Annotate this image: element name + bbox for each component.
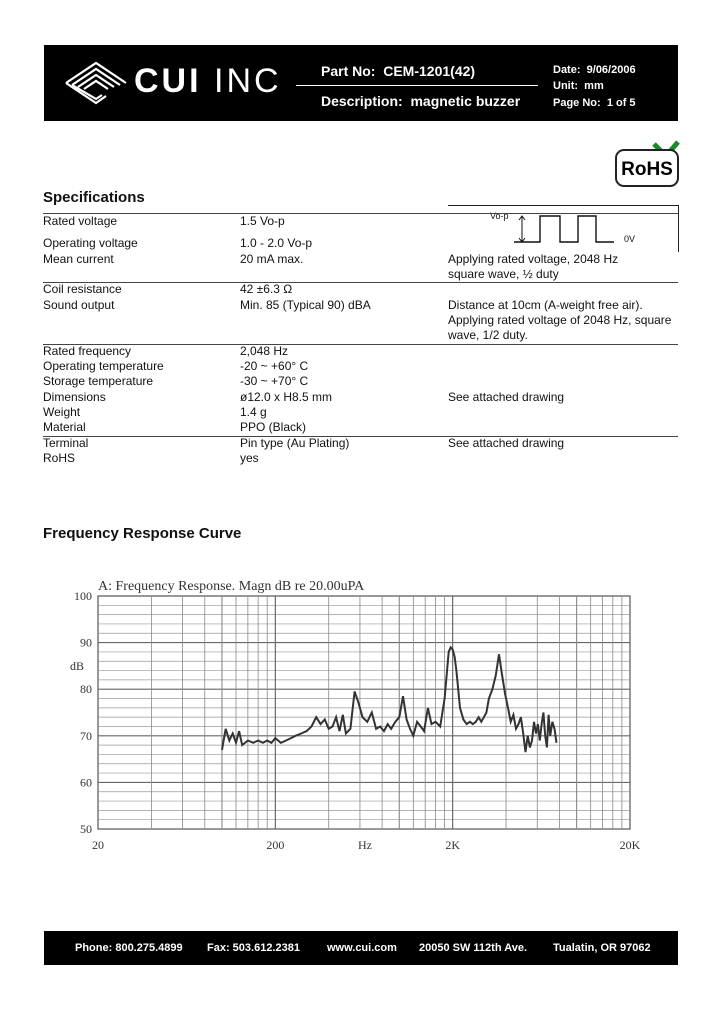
spec-label: Operating temperature: [43, 359, 164, 373]
spec-value: -30 ~ +70° C: [240, 374, 309, 388]
spec-value: 2,048 Hz: [240, 344, 289, 358]
part-number-value: CEM-1201(42): [383, 63, 476, 79]
x-tick-label: 200: [266, 838, 285, 852]
spec-value: 1.4 g: [240, 405, 267, 419]
y-tick-label: 60: [80, 775, 92, 790]
footer-phone: Phone: 800.275.4899: [75, 942, 183, 954]
company-name-bold: CUI: [134, 62, 202, 100]
spec-label: Sound output: [43, 298, 115, 312]
spec-note: See attached drawing: [448, 390, 565, 404]
x-tick-label: 20: [92, 838, 104, 852]
description-label: Description:: [321, 93, 403, 109]
spec-value: yes: [240, 451, 259, 465]
spec-value: Pin type (Au Plating): [240, 436, 350, 450]
chart-title: A: Frequency Response. Magn dB re 20.00uPA: [98, 579, 365, 594]
spec-label: Rated voltage: [43, 214, 118, 228]
rohs-badge-icon: [614, 140, 680, 188]
table-divider: [43, 213, 678, 214]
spec-label: Terminal: [43, 436, 89, 450]
spec-note: Distance at 10cm (A-weight free air).: [448, 298, 643, 312]
x-tick-label: 20K: [619, 838, 641, 852]
date-label: Date:: [553, 64, 581, 76]
unit-label: Unit:: [553, 80, 579, 92]
frequency-response-chart: [60, 572, 660, 862]
spec-value: PPO (Black): [240, 420, 307, 434]
y-tick-label: 50: [80, 822, 92, 836]
table-divider: [43, 436, 678, 437]
spec-note: Applying rated voltage of 2048 Hz, square: [448, 313, 672, 327]
company-name: [134, 62, 282, 101]
spec-label: Rated frequency: [43, 344, 132, 358]
rohs-badge-text: RoHS: [621, 159, 673, 180]
spec-label: Mean current: [43, 252, 114, 266]
description-value: magnetic buzzer: [410, 93, 521, 109]
spec-note: See attached drawing: [448, 436, 565, 450]
waveform-zero-label: 0V: [624, 234, 636, 244]
spec-label: Storage temperature: [43, 374, 154, 388]
spec-label: Coil resistance: [43, 282, 122, 296]
date-value: 9/06/2006: [586, 64, 636, 76]
header-bar: [44, 45, 678, 121]
waveform-peak-label: Vo-p: [490, 211, 509, 221]
square-wave-diagram: [488, 210, 648, 250]
unit: [553, 80, 604, 92]
table-divider: [43, 344, 678, 345]
footer-address: 20050 SW 112th Ave.: [419, 942, 528, 954]
y-tick-label: 90: [80, 635, 92, 650]
spec-note: Applying rated voltage, 2048 Hz: [448, 252, 619, 266]
date: [553, 64, 636, 76]
spec-note: square wave, ½ duty: [448, 267, 559, 281]
footer-city: Tualatin, OR 97062: [553, 942, 651, 954]
part-number: [321, 63, 475, 79]
spec-value: -20 ~ +60° C: [240, 359, 309, 373]
footer-bar: [44, 931, 678, 965]
y-tick-label: 70: [80, 728, 92, 743]
plot-frame: [98, 596, 630, 829]
header-divider: [296, 85, 538, 86]
y-tick-label: 80: [80, 682, 92, 697]
y-tick-label: 100: [74, 589, 92, 603]
spec-value: 1.0 - 2.0 Vo-p: [240, 236, 313, 250]
spec-value: 20 mA max.: [240, 252, 304, 266]
y-axis-label: dB: [70, 659, 85, 673]
unit-value: mm: [584, 80, 604, 92]
description: [321, 93, 520, 109]
spec-value: Min. 85 (Typical 90) dBA: [240, 298, 371, 312]
spec-value: 1.5 Vo-p: [240, 214, 285, 228]
spec-value: 42 ±6.3 Ω: [240, 282, 293, 296]
spec-label: Dimensions: [43, 390, 106, 404]
x-axis-label: Hz: [358, 838, 372, 852]
page-label: Page No:: [553, 97, 601, 109]
page-number: [553, 97, 636, 109]
spec-label: Weight: [43, 405, 81, 419]
cui-logo-icon: [62, 59, 130, 107]
frequency-title: Frequency Response Curve: [43, 525, 242, 542]
spec-value: ø12.0 x H8.5 mm: [240, 390, 333, 404]
page-value: 1 of 5: [606, 97, 636, 109]
part-number-label: Part No:: [321, 63, 376, 79]
spec-note: wave, 1/2 duty.: [448, 328, 528, 342]
company-name-light: INC: [214, 62, 282, 100]
footer-website[interactable]: www.cui.com: [327, 942, 397, 954]
spec-label: Operating voltage: [43, 236, 138, 250]
spec-label: RoHS: [43, 451, 76, 465]
x-tick-label: 2K: [445, 838, 461, 852]
specifications-title: Specifications: [43, 189, 145, 206]
spec-label: Material: [43, 420, 86, 434]
table-divider: [43, 282, 678, 283]
footer-fax: Fax: 503.612.2381: [207, 942, 300, 954]
